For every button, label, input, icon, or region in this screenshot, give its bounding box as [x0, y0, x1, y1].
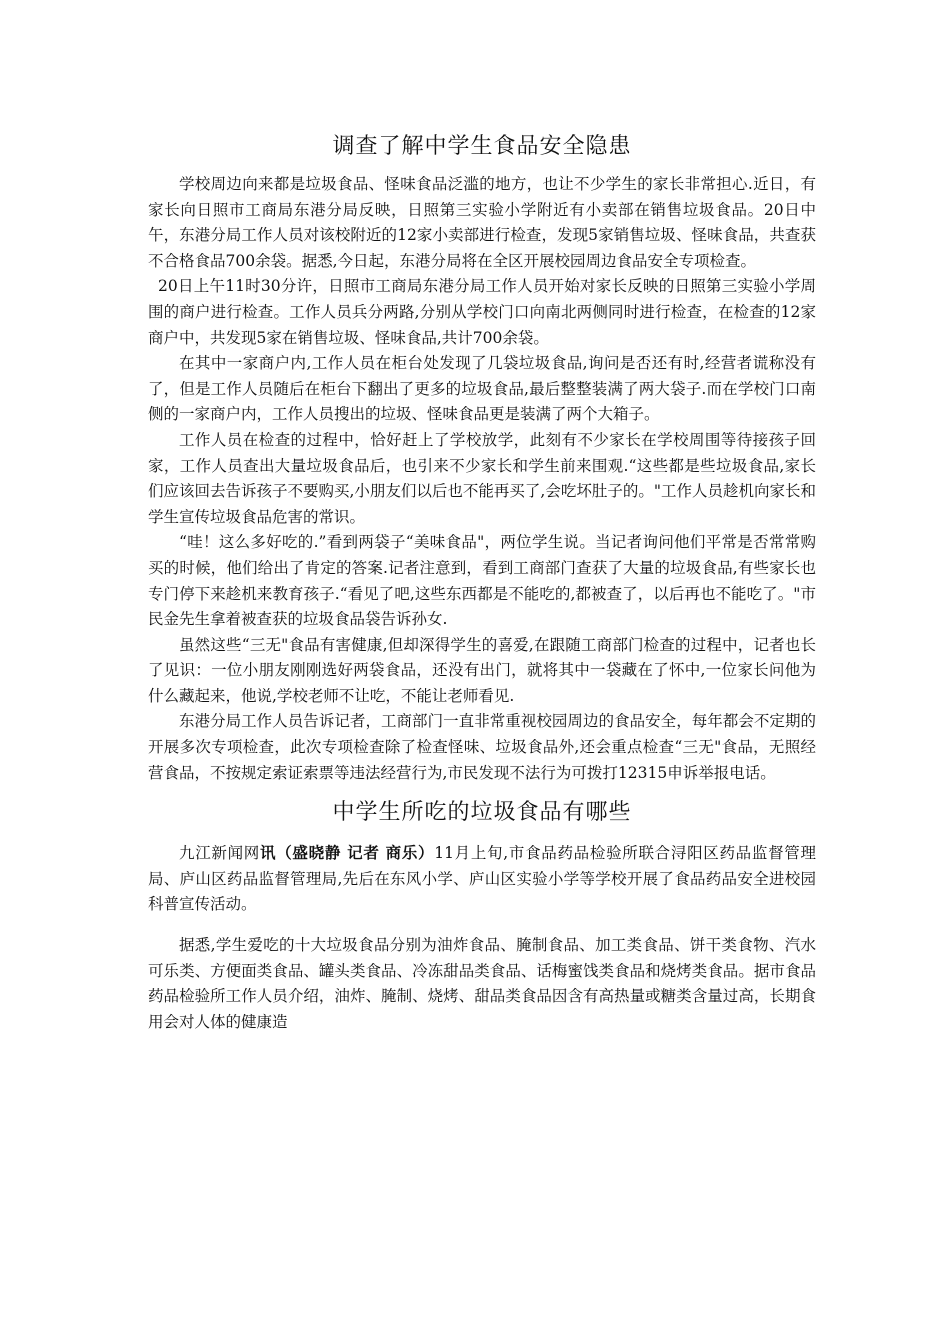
article-paragraph: “哇！这么多好吃的.”看到两袋子“美味食品"，两位学生说。当记者询问他们平常是否常常购买的时候，他们给出了肯定的答案.记者注意到，看到工商部门查获了大量的垃圾食品,有些家长也专门停下来趁机来教育孩子.“看见了吧,这些东西都是不能吃的,都被查了，以后再也不能吃了。"市民金先生拿着被查获的垃圾食品袋告诉孙女. [148, 533, 816, 629]
article-paragraph: 虽然这些“三无"食品有害健康,但却深得学生的喜爱,在跟随工商部门检查的过程中，记者也长了见识：一位小朋友刚刚选好两袋食品，还没有出门，就将其中一袋藏在了怀中,一位家长问他为什么藏起来，他说,学校老师不让吃，不能让老师看见. [148, 635, 816, 705]
article-title: 调查了解中学生食品安全隐患 [332, 134, 632, 159]
article-paragraph: 在其中一家商户内,工作人员在柜台处发现了几袋垃圾食品,询问是否还有时,经营者谎称没有了，但是工作人员随后在柜台下翻出了更多的垃圾食品,最后整整装满了两大袋子.而在学校门口南侧的一家商户内，工作人员搜出的垃圾、怪味食品更是装满了两个大箱子。 [148, 354, 816, 424]
document-page [148, 132, 816, 1035]
article-lead-paragraph [148, 840, 816, 918]
article-paragraph: 20日上午11时30分许，日照市工商局东港分局工作人员开始对家长反映的日照第三实验小学周围的商户进行检查。工作人员兵分两路,分别从学校门口向南北两侧同时进行检查，在检查的12家商户中，共发现5家在销售垃圾、怪味食品,共计700余袋。 [148, 277, 816, 347]
lead-byline: 讯（盛晓静 记者 商乐） [260, 843, 435, 863]
article-title: 中学生所吃的垃圾食品有哪些 [332, 800, 632, 826]
article-paragraph: 学校周边向来都是垃圾食品、怪味食品泛滥的地方，也让不少学生的家长非常担心.近日，有家长向日照市工商局东港分局反映，日照第三实验小学附近有小卖部在销售垃圾食品。20日中午，东港分局工作人员对该校附近的12家小卖部进行检查，发现5家销售垃圾、怪味食品，共查获不合格食品700余袋。据悉,今日起，东港分局将在全区开展校园周边食品安全专项检查。 [148, 175, 816, 270]
article-paragraph: 工作人员在检查的过程中，恰好赶上了学校放学，此刻有不少家长在学校周围等待接孩子回家，工作人员查出大量垃圾食品后，也引来不少家长和学生前来围观.“这些都是些垃圾食品,家长们应该回去告诉孩子不要购买,小朋友们以后也不能再买了,会吃坏肚子的。"工作人员趁机向家长和学生宣传垃圾食品危害的常识。 [148, 430, 816, 526]
article-paragraph: 东港分局工作人员告诉记者，工商部门一直非常重视校园周边的食品安全，每年都会不定期的开展多次专项检查，此次专项检查除了检查怪味、垃圾食品外,还会重点检查“三无"食品，无照经营食品，不按规定索证索票等违法经营行为,市民发现不法行为可拨打12315申诉举报电话。 [148, 712, 816, 782]
lead-text: 11月上旬,市食品药品检验所联合浔阳区药品监督管理局、庐山区药品监督管理局,先后在东风小学、庐山区实验小学等学校开展了食品药品安全进校园科普宣传活动。 [148, 844, 816, 914]
article-paragraph: 据悉,学生爱吃的十大垃圾食品分别为油炸食品、腌制食品、加工类食品、饼干类食物、汽水可乐类、方便面类食品、罐头类食品、冷冻甜品类食品、话梅蜜饯类食品和烧烤类食品。据市食品药品检验所工作人员介绍，油炸、腌制、烧烤、甜品类食品因含有高热量或糖类含量过高，长期食用会对人体的健康造 [148, 936, 816, 1031]
lead-prefix: 九江新闻网 [179, 844, 261, 863]
